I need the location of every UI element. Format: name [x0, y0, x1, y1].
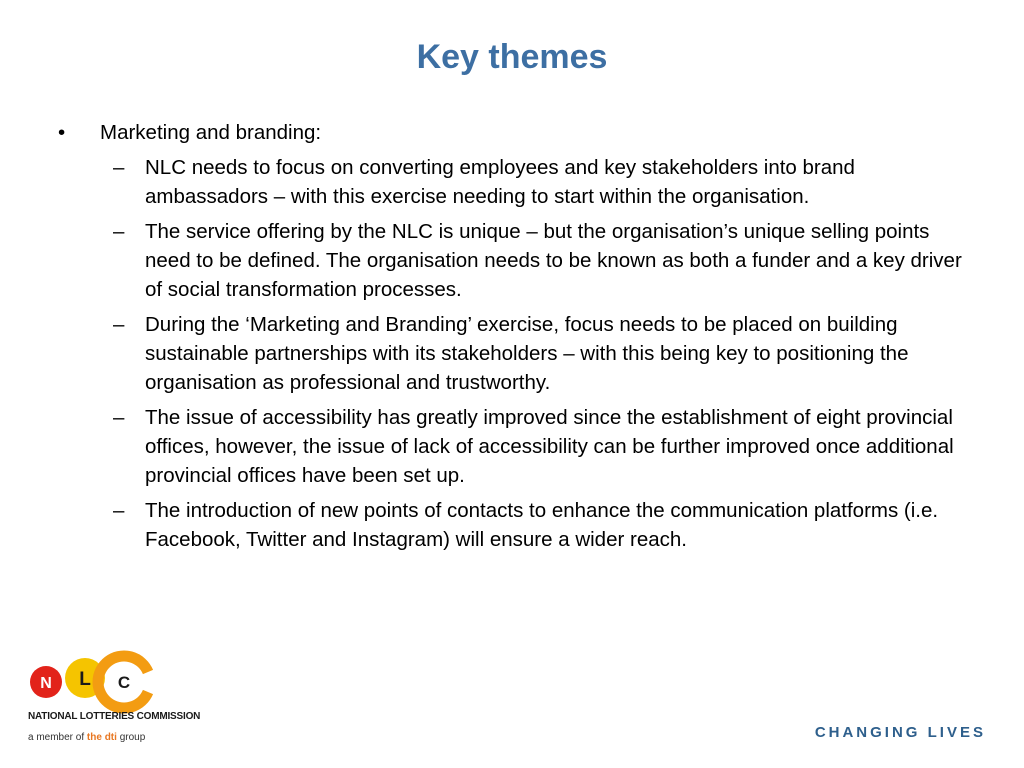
- sub-bullet-item: [58, 153, 978, 211]
- sub-bullet-text: The service offering by the NLC is unique – but the organisation’s unique selling points need to be defined. The organisation needs to be known as both a funder and a key driver of social transformation processes.: [145, 220, 962, 301]
- sub-bullet-text: The introduction of new points of contacts to enhance the communication platforms (i.e. Facebook, Twitter and Instagram) will ensure a wider reach.: [145, 499, 939, 551]
- bullet-marketing-branding: [58, 118, 978, 147]
- logo-org-name: NATIONAL LOTTERIES COMMISSION: [28, 711, 201, 722]
- footer-tagline: CHANGING LIVES: [814, 724, 986, 741]
- dash-marker: –: [113, 313, 125, 336]
- dash-marker: –: [113, 406, 125, 429]
- dash-marker: –: [113, 156, 125, 179]
- slide-body: [58, 118, 978, 560]
- logo-member-group: the dti: [86, 732, 117, 743]
- logo-member-suffix: group: [119, 732, 146, 743]
- sub-bullet-text: During the ‘Marketing and Branding’ exercise, focus needs to be placed on building sustainable partnerships with its stakeholders – with this being key to positioning the organisation as professional and trustworthy.: [145, 313, 909, 394]
- logo-letter-l: L: [79, 669, 91, 690]
- sub-bullet-list: [58, 153, 978, 554]
- bullet-marker: •: [58, 121, 66, 144]
- slide-title: Key themes: [416, 38, 608, 76]
- logo-letter-c: C: [117, 673, 131, 692]
- logo-member-line: [28, 732, 145, 743]
- logo-member-prefix: a member of: [28, 732, 85, 743]
- sub-bullet-item: [58, 217, 978, 304]
- sub-bullet-item: [58, 496, 978, 554]
- sub-bullet-item: [58, 403, 978, 490]
- bullet-label: Marketing and branding:: [100, 121, 322, 144]
- sub-bullet-text: NLC needs to focus on converting employees and key stakeholders into brand ambassadors – with this exercise needing to start within the organisation.: [145, 156, 855, 208]
- sub-bullet-item: [58, 310, 978, 397]
- sub-bullet-text: The issue of accessibility has greatly improved since the establishment of eight provincial offices, however, the issue of lack of accessibility can be further improved once additional provincial offices have been set up.: [145, 406, 954, 487]
- logo-letter-n: N: [40, 675, 52, 692]
- dash-marker: –: [113, 499, 125, 522]
- dash-marker: –: [113, 220, 125, 243]
